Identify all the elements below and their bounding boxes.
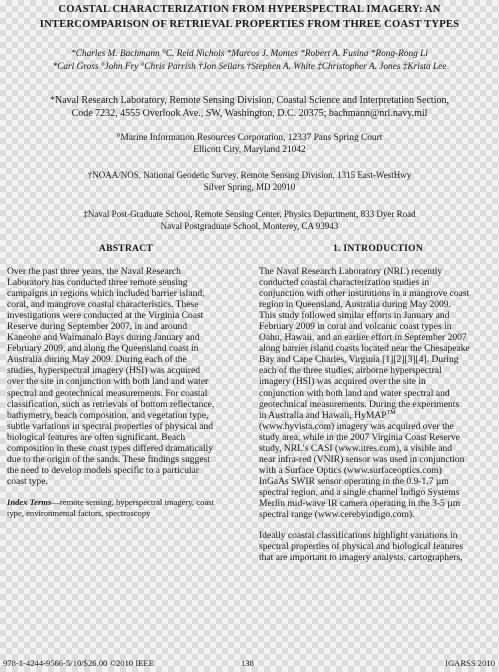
intro-line: spectral range (www.cerebyindigo.com). <box>259 509 415 521</box>
introduction-column <box>259 266 497 563</box>
abstract-line: coast type. <box>7 475 48 487</box>
authors-line-2: *Carl Gross °John Fry °Chris Parrish †Jon Sellars †Stephen A. White ‡Christopher A. Jones ‡Krista Lee <box>52 62 447 72</box>
footer-conference: IGARSS 2010 <box>445 658 495 668</box>
abstract-line: classification, such as retrievals of bottom reflectance, <box>7 398 215 410</box>
intro-line: InGaAs SWIR sensor operating in the 0.9-1.7 µm <box>259 475 449 487</box>
footer-copyright: 978-1-4244-9566-5/10/$26.00 ©2010 IEEE <box>3 658 154 668</box>
intro-line: February 2009 in coral and volcanic coast types in <box>259 321 452 333</box>
intro-line: conjunction with both land and water spectral and <box>259 387 450 399</box>
paper-title-line-1: COASTAL CHARACTERIZATION FROM HYPERSPECTRAL IMAGERY: AN <box>58 4 441 15</box>
intro-line: (www.hyvista.com) imagery was acquired over the <box>259 420 454 432</box>
abstract-line: composition in these coast types differed dramatically <box>7 442 214 454</box>
intro-line: Ideally coastal classifications highlight variations in <box>259 530 458 542</box>
intro-line: conducted coastal characterization studies in <box>259 277 430 289</box>
affiliation-nps-line-2: Naval Postgraduate School, Monterey, CA 93943 <box>160 221 339 231</box>
abstract-line: bathymetry, beach composition, and vegetation type, <box>7 409 209 421</box>
trademark-mark: TM <box>386 409 396 416</box>
abstract-line: subtle variations in spectral properties of physical and <box>7 420 213 432</box>
intro-line: spectral region, and a single channel Indigo Systems <box>259 486 460 498</box>
abstract-heading: ABSTRACT <box>98 244 154 254</box>
abstract-line: Reserve during September 2007, in and around <box>7 321 188 333</box>
abstract-body <box>7 266 245 487</box>
authors-line-1: *Charles M. Bachmann °C. Reid Nichols *Marcos J. Montes *Robert A. Fusina *Rong-Rong Li <box>71 49 428 59</box>
index-terms <box>7 497 245 518</box>
paper-title-line-2: INTERCOMPARISON OF RETRIEVAL PROPERTIES FROM THREE COAST TYPES <box>39 19 460 30</box>
intro-line: Bay and Cape Charles, Virginia [1][2][3][4]. During <box>259 354 459 366</box>
intro-line: with a Surface Optics (www.surfaceoptics.com) <box>259 464 442 476</box>
intro-line: geotechnical measurements. During the experiments <box>259 398 460 410</box>
abstract-line: biological features are often significant. Beach <box>7 431 186 443</box>
intro-line: each of the three studies, airborne hyperspectral <box>259 365 442 377</box>
affiliation-noaa-line-1: †NOAA/NOS, National Geodetic Survey, Remote Sensing Division, 1315 East-WestHwy <box>87 170 412 180</box>
abstract-line: February 2009, and along the Queensland coast in <box>7 343 199 355</box>
intro-line: study area, while in the 2007 Virginia Coast Reserve <box>259 431 460 443</box>
intro-line-hymap <box>259 410 497 421</box>
affiliation-noaa-line-2: Silver Spring, MD 20910 <box>203 182 296 192</box>
affiliation-mirc-line-1: °Marine Information Resources Corporation, 12337 Pans Spring Court <box>116 133 383 143</box>
intro-line: Oahu, Hawaii, and an earlier effort in September 2007 <box>259 332 467 344</box>
introduction-paragraph-2 <box>259 530 497 563</box>
intro-line: region in Queensland, Australia during May 2009. <box>259 299 451 311</box>
abstract-line: investigations were conducted at the Virginia Coast <box>7 310 204 322</box>
affiliation-nrl-line-1: *Naval Research Laboratory, Remote Sensing Division, Coastal Science and Interpretation Section, <box>50 95 449 106</box>
abstract-line: coral, and mangrove coastal characteristics. These <box>7 299 199 311</box>
abstract-column <box>7 266 245 518</box>
intro-line: The Naval Research Laboratory (NRL) recently <box>259 266 443 277</box>
abstract-line: Laboratory has conducted three remote sensing <box>7 277 188 289</box>
introduction-heading: 1. INTRODUCTION <box>332 244 423 254</box>
index-terms-label: Index Terms <box>7 496 52 507</box>
footer-page-number: 138 <box>241 658 254 668</box>
intro-line: Merlin mid-wave IR camera operating in the 3-5 µm <box>259 497 461 509</box>
abstract-line: studies, hyperspectral imagery (HSI) was acquired <box>7 365 200 377</box>
intro-line: This study followed similar efforts in January and <box>259 310 450 322</box>
intro-line: spectral properties of physical and biological features <box>259 541 464 553</box>
index-terms-text: —remote sensing, hyperspectral imagery, coast <box>51 496 214 507</box>
abstract-line: campaigns in regions which included barrier island, <box>7 288 205 300</box>
intro-line-text: in Australia and Hawaii, HyMAP <box>259 409 387 421</box>
intro-line: study, NRL’s CASI (www.itres.com), a visible and <box>259 442 453 454</box>
intro-line: conjunction with other institutions in a mangrove coast <box>259 288 470 300</box>
affiliation-nrl-line-2: Code 7232, 4555 Overlook Ave., SW, Washington, D.C. 20375; bachmann@nrl.navy.mil <box>71 108 428 119</box>
affiliation-nps-line-1: ‡Naval Post-Graduate School, Remote Sensing Center, Physics Department, 833 Dyer Road <box>83 209 416 219</box>
introduction-body <box>259 266 497 520</box>
intro-line: along barrier island coasts located near the Chesapeake <box>259 343 470 355</box>
abstract-line: Australia during May 2009. During each of the <box>7 354 187 366</box>
abstract-line: spectral and geotechnical measurements. For coastal <box>7 387 208 399</box>
intro-line: imagery (HSI) was acquired over the site in <box>259 376 426 388</box>
abstract-line: the need to develop models specific to a particular <box>7 464 199 476</box>
intro-line: near infra-red (VNIR) sensor was used in conjunction <box>259 453 465 465</box>
affiliation-mirc-line-2: Ellicott City, Maryland 21042 <box>193 145 306 155</box>
abstract-line: Over the past three years, the Naval Research <box>7 266 181 277</box>
intro-line: that are important to imagery analysts, cartographers, <box>259 552 463 564</box>
abstract-line: Kaneohe and Waimanalo Bays during January and <box>7 332 200 344</box>
abstract-line: due to the origin of the sands. These findings suggest <box>7 453 210 465</box>
index-terms-text: type, environmental factors, spectroscopy <box>7 507 151 518</box>
abstract-line: over the site in conjunction with both land and water <box>7 376 209 388</box>
